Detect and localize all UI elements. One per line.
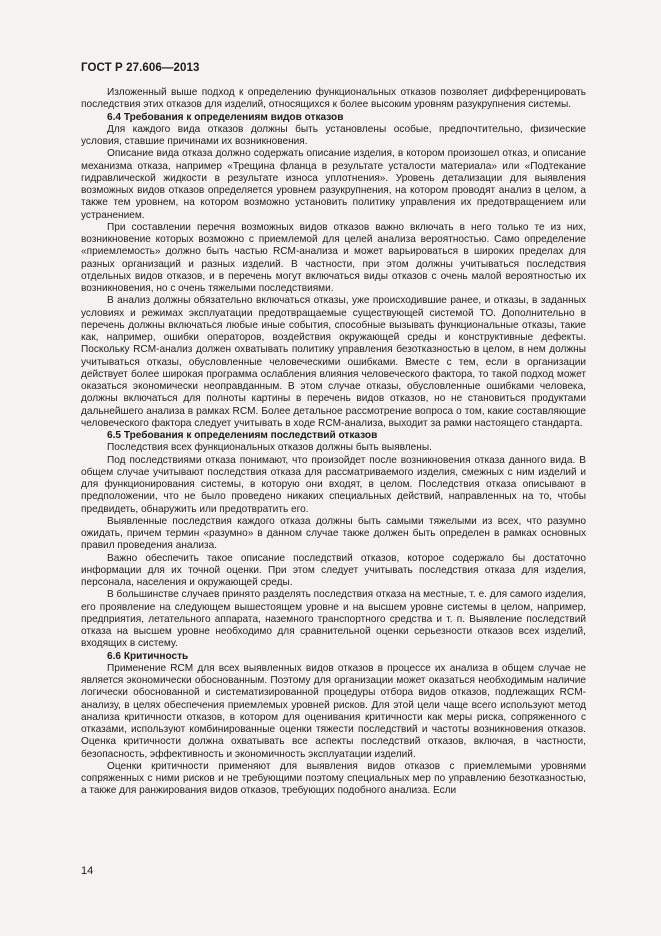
paragraph: Выявленные последствия каждого отказа должны быть самыми тяжелыми из всех, что разумно ожидать, причем термин «разумно» в данном случае также должен быть определен в рамках основных правил проведения анализа.	[81, 515, 586, 552]
standard-header: ГОСТ Р 27.606—2013	[81, 62, 200, 74]
paragraph: При составлении перечня возможных видов отказов важно включать в него только те из них, возникновение которых возможно с приемлемой для целей анализа вероятностью. Само определение «приемлемость» должно быть частью RCM-анализа и может варьироваться в широких пределах для разных организаций и разных изделий. В частности, при этом должны учитываться последствия отдельных видов отказов, и в перечень могут включаться виды отказов с очень малой вероятностью их возникновения, но с очень тяжелыми последствиями.	[81, 221, 586, 294]
paragraph: Применение RCM для всех выявленных видов отказов в процессе их анализа в общем случае не является экономически обоснованным. Поэтому для организации может оказаться необходимым наличие логически обоснованной и систематизированной процедуры отбора видов отказов, подлежащих RCM-анализу, в целях обеспечения приемлемых уровней рисков. Для этой цели чаще всего используют метод анализа критичности отказов, в котором для оценивания критичности как меры риска, сопряженного с отказами, используют комбинированные оценки тяжести последствий и частоты возникновения отказов. Оценка критичности должна охватывать все аспекты последствий отказов, включая, в частности, безопасность, эффективность и экономичность эксплуатации изделий.	[81, 662, 586, 760]
paragraph: В большинстве случаев принято разделять последствия отказа на местные, т. е. для самого изделия, его проявление на следующем вышестоящем уровне и на высшем уровне системы в целом, например, предприятия, летательного аппарата, наземного транспортного средства и т. п. Выявление последствий отказа на высшем уровне необходимо для сравнительной оценки серьезности отказов всех изделий, входящих в систему.	[81, 589, 586, 650]
paragraph: Под последствиями отказа понимают, что произойдет после возникновения отказа данного вида. В общем случае учитывают последствия отказа для рассматриваемого изделия, смежных с ним изделий и для функционирования системы, в которую они входят, в целом. Последствия отказа описывают в предположении, что не было проведено никаких специальных действий, направленных на то, чтобы предвидеть, обнаружить или предотвратить его.	[81, 454, 586, 515]
paragraph: Для каждого вида отказов должны быть установлены особые, предпочтительно, физические условия, ставшие причинами их возникновения.	[81, 123, 586, 147]
paragraph: Изложенный выше подход к определению функциональных отказов позволяет дифференцировать последствия этих отказов для изделий, относящихся к более высоким уровням разукрупнения системы.	[81, 87, 586, 111]
paragraph: Последствия всех функциональных отказов должны быть выявлены.	[107, 442, 432, 454]
section-heading: 6.4 Требования к определениям видов отказов	[107, 111, 344, 123]
paragraph: Описание вида отказа должно содержать описание изделия, в котором произошел отказ, и описание механизма отказа, например «Трещина фланца в результате усталости материала» или «Подтекание гидравлической жидкости в результате износа уплотнения». Уровень детализации для выявления возможных видов отказов определяется уровнем разукрупнения, на котором проводят анализ в целом, а также тем уровнем, на котором возможно установить политику управления их предотвращением или устранением.	[81, 148, 586, 221]
section-heading: 6.5 Требования к определениям последствий отказов	[107, 430, 378, 441]
page-number: 14	[81, 865, 94, 877]
document-body	[81, 87, 586, 798]
paragraph: Оценки критичности применяют для выявления видов отказов с приемлемыми уровнями сопряженных с ними рисков и не требующими поэтому специальных мер по управлению безотказностью, а также для ранжирования видов отказов, требующих подобного анализа. Если	[81, 760, 586, 797]
paragraph: В анализ должны обязательно включаться отказы, уже происходившие ранее, и отказы, в заданных условиях и режимах эксплуатации предотвращаемые существующей системой ТО. Дополнительно в перечень должны включаться любые иные события, способные вызывать функциональные отказы, такие как, например, ошибки операторов, воздействия окружающей среды и конструктивные дефекты. Поскольку RCM-анализ должен охватывать политику управления безотказностью в целом, в нем должны учитываться отказы, обусловленные человеческими ошибками. Вместе с тем, если в организации действует более широкая программа ослабления влияния человеческого фактора, то такой подход может оказаться экономически неоправданным. В этом случае отказы, обусловленные ошибками человека, должны включаться для полноты картины в перечень видов отказов, но не становиться продуктами дальнейшего анализа в рамках RCM. Более детальное рассмотрение вопроса о том, какие составляющие человеческого фактора следует учитывать в ходе RCM-анализа, выходит за рамки настоящего стандарта.	[81, 295, 586, 429]
section-heading: 6.6 Критичность	[107, 650, 189, 662]
paragraph: Важно обеспечить такое описание последствий отказов, которое содержало бы достаточно информации для их точной оценки. При этом следует учитывать последствия отказа для изделия, персонала, населения и окружающей среды.	[81, 552, 586, 588]
